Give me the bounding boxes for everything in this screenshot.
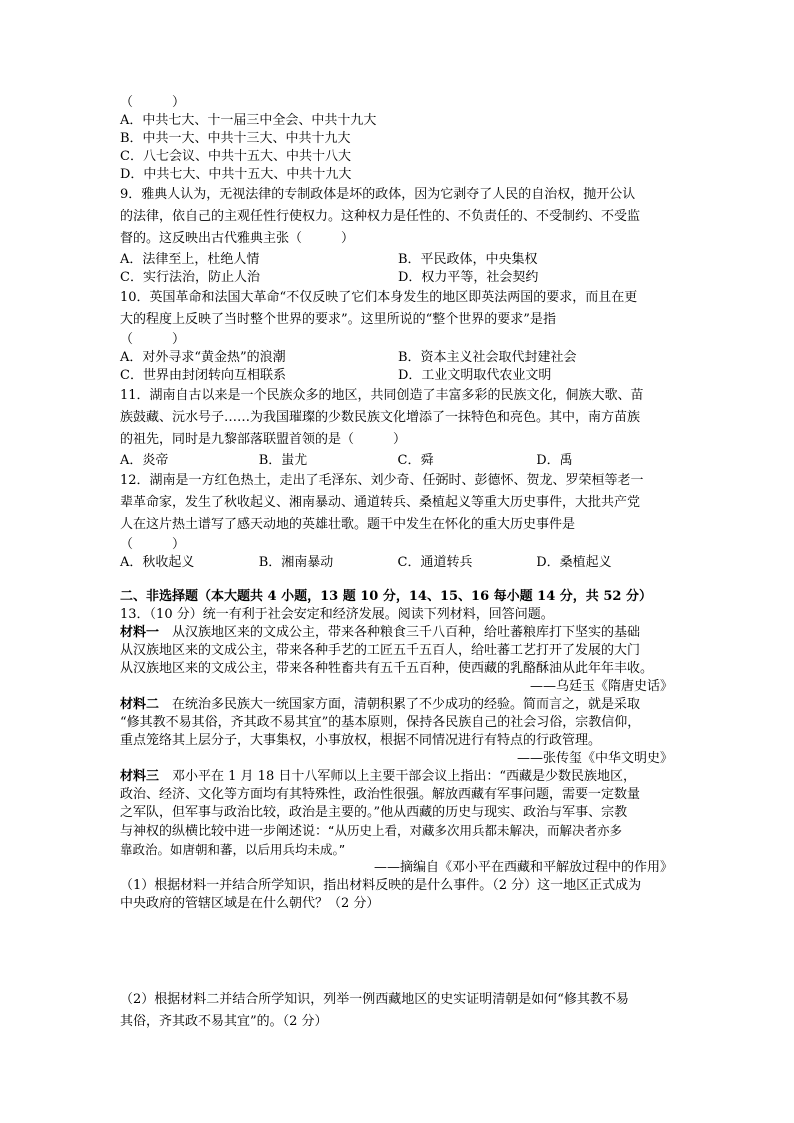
q11-line: 的祖先，同时是九黎部落联盟首领的是（ ） xyxy=(120,432,407,448)
material-1-line: 从汉族地区来的文成公主，带来各种手艺的工匠五千五百人，给吐蕃工艺打开了发展的大门 xyxy=(120,643,641,659)
q12-line: （ ） xyxy=(120,537,186,553)
q11-line: 11．湖南自古以来是一个民族众多的地区，共同创造了丰富多彩的民族文化，侗族大歌、苗 xyxy=(120,388,644,404)
q8-option-b: B．中共一大、中共十三大、中共十九大 xyxy=(120,131,351,146)
q11-options-row xyxy=(120,452,675,470)
q9-options-row xyxy=(120,269,675,287)
q10-option-a: A．对外寻求“黄金热”的浪潮 xyxy=(120,350,286,366)
q11-line: 族鼓藏、沅水号子……为我国璀璨的少数民族文化增添了一抹特色和亮色。其中，南方苗族 xyxy=(120,410,641,426)
material-1-source: ——乌廷玉《隋唐史话》 xyxy=(529,679,673,695)
q10-option-d: D．工业文明取代农业文明 xyxy=(398,368,552,384)
q12-options-row xyxy=(120,554,675,572)
material-3-source: ——摘编自《邓小平在西藏和平解放过程中的作用》 xyxy=(373,860,673,876)
q8-option-a: A．中共七大、十一届三中全会、中共十九大 xyxy=(120,113,377,128)
q9-option-d: D．权力平等，社会契约 xyxy=(398,269,539,285)
answer-space[interactable] xyxy=(120,1033,675,1083)
q10-line: 大的程度上反映了当时整个世界的要求”。这里所说的“整个世界的要求”是指 xyxy=(120,311,556,327)
q9-option-a: A．法律至上，杜绝人情 xyxy=(120,251,260,267)
q12-line: 人在这片热土谱写了感天动地的英雄壮歌。题干中发生在怀化的重大历史事件是 xyxy=(120,517,576,533)
material-3-line xyxy=(120,822,675,841)
q8-paren: （ ） xyxy=(120,95,186,110)
material-1-label: 材料一 xyxy=(120,625,160,641)
material-3-line xyxy=(120,768,675,786)
material-1-line: 从汉族地区来的文成公主，带来各种牲畜共有五千五百种，使西藏的乳酪酥油从此年年丰收。 xyxy=(120,661,654,677)
material-2-line: 重点笼络其上层分子，大事集权，小事放权，根据不同情况进行有特点的行政管理。 xyxy=(120,733,602,749)
q11-option-d: D．禹 xyxy=(536,452,573,468)
material-1-text: 从汉族地区来的文成公主，带来各种粮食三千八百种，给吐蕃粮库打下坚实的基础 xyxy=(159,625,641,641)
q8-option-d: D．中共七大、中共十五大、中共十九大 xyxy=(120,167,352,182)
material-3-quote: “从历史上看，对藏多次用兵都未解决，而解决者亦多 xyxy=(328,823,622,839)
q9-line: 的法律，依自己的主观任性行使权力。这种权力是任性的、不负责任的、不受制约、不受监 xyxy=(120,209,641,225)
q10-option-b: B．资本主义社会取代封建社会 xyxy=(398,350,577,366)
q12-option-d: D．桑植起义 xyxy=(536,555,612,571)
q10-options-row xyxy=(120,367,675,385)
q10-options-row xyxy=(120,349,675,367)
material-3-line: 之军队，但军事与政治比较，政治是主要的。”他从西藏的历史与现实、政治与军事、宗教 xyxy=(120,805,628,821)
sub-question-2: （2）根据材料二并结合所学知识，列举一例西藏地区的史实证明清朝是如何“修其教不易 xyxy=(120,992,629,1008)
q9-line: 督的。这反映出古代雅典主张（ ） xyxy=(120,231,355,247)
material-3-line: 政治、经济、文化等方面均有其特殊性，政治性很强。解放西藏有军事问题，需要一定数量 xyxy=(120,787,641,803)
q12-line: 辈革命家，发生了秋收起义、湘南暴动、通道转兵、桑植起义等重大历史事件，大批共产党 xyxy=(120,494,641,510)
answer-space[interactable] xyxy=(120,913,675,989)
q12-line: 12．湖南是一方红色热土，走出了毛泽东、刘少奇、任弼时、彭德怀、贺龙、罗荣桓等老一 xyxy=(120,472,644,488)
q9-options-row xyxy=(120,251,675,269)
sub-question-1: （1）根据材料一并结合所学知识，指出材料反映的是什么事件。（2 分）这一地区正式成为 xyxy=(120,878,642,894)
material-2-label: 材料二 xyxy=(120,697,160,713)
q12-option-c: C．通道转兵 xyxy=(397,555,473,571)
q13-intro: 13．（10 分）统一有利于社会安定和经济发展。阅读下列材料，回答问题。 xyxy=(120,607,554,623)
exam-page xyxy=(120,94,675,1083)
q9-option-c: C．实行法治，防止人治 xyxy=(120,269,260,285)
q11-option-c: C．舜 xyxy=(397,452,434,468)
q11-option-a: A．炎帝 xyxy=(120,452,169,468)
material-2-source: ——张传玺《中华文明史》 xyxy=(516,751,673,767)
material-1-line xyxy=(120,624,675,642)
q11-option-b: B．蚩尤 xyxy=(258,452,308,468)
q9-option-b: B．平民政体，中央集权 xyxy=(398,251,538,267)
q12-option-a: A．秋收起义 xyxy=(120,555,195,571)
q10-line: （ ） xyxy=(120,332,186,348)
q12-option-b: B．湘南暴动 xyxy=(258,555,334,571)
sub-question-1: 中央政府的管辖区域是在什么朝代？（2 分） xyxy=(120,896,380,912)
section-heading: 二、非选择题（本大题共 4 小题，13 题 10 分，14、15、16 每小题 14 分，共 52 分） xyxy=(120,589,652,605)
material-2-line xyxy=(120,696,675,714)
q9-line: 9．雅典人认为，无视法律的专制政体是坏的政体，因为它剥夺了人民的自治权，抛开公认 xyxy=(120,187,636,202)
material-2-text: 在统治多民族大一统国家方面，清朝积累了不少成功的经验。简而言之，就是采取 xyxy=(159,697,641,713)
sub-question-2: 其俗，齐其政不易其宜”的。（2 分） xyxy=(120,1014,328,1030)
material-3-line: 靠政治。如唐朝和蕃，以后用兵均未成。” xyxy=(120,842,346,858)
q10-line: 10．英国革命和法国大革命“不仅反映了它们本身发生的地区即英法两国的要求，而且在更 xyxy=(120,289,638,305)
q10-option-c: C．世界由封闭转向互相联系 xyxy=(120,368,286,384)
material-3-text: 与神权的纵横比较中进一步阐述说： xyxy=(120,824,329,840)
material-3-label: 材料三 xyxy=(120,769,160,785)
material-3-text: 邓小平在 1 月 18 日十八军师以上主要干部会议上指出：“西藏是少数民族地区， xyxy=(159,769,637,785)
q8-option-c: C．八七会议、中共十五大、中共十八大 xyxy=(120,149,351,164)
material-2-line: “修其教不易其俗，齐其政不易其宜”的基本原则，保持各民族自己的社会习俗，宗教信仰， xyxy=(120,715,641,731)
